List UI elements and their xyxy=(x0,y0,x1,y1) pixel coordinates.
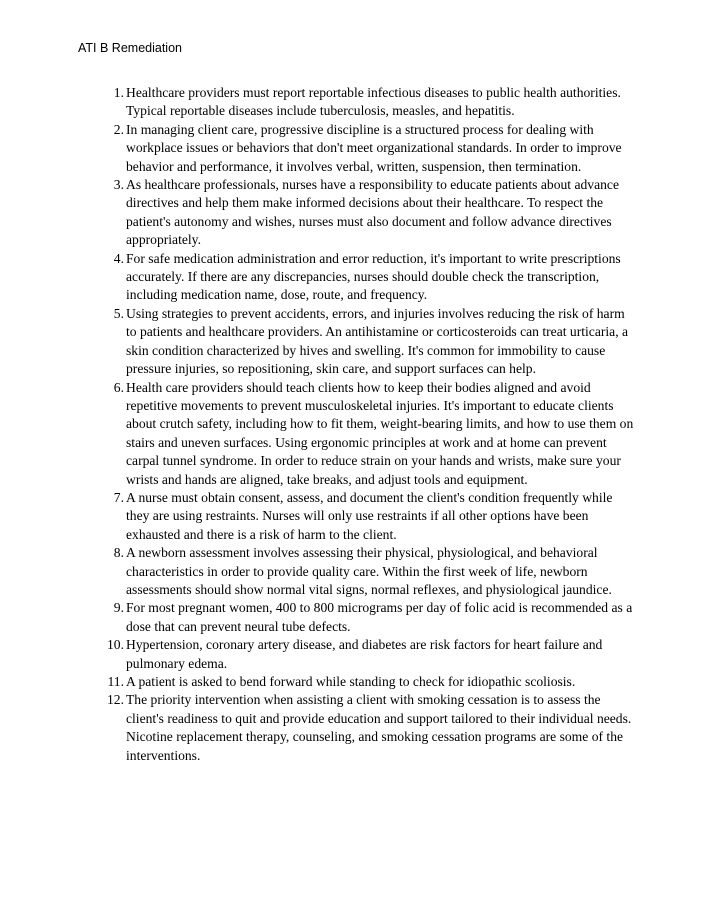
list-item-number: 3. xyxy=(113,177,124,193)
list-item xyxy=(96,305,634,379)
list-item-text: The priority intervention when assisting a client with smoking cessation is to assess the client's readiness to quit and provide education and support tailored to their individual needs. Nicotine replacement therapy, counseling, and smoking cessation programs are some of the interventions. xyxy=(126,692,632,763)
document-header: ATI B Remediation xyxy=(78,41,182,55)
list-item-number: 4. xyxy=(113,250,124,266)
list-item xyxy=(96,176,634,250)
list-item-text: As healthcare professionals, nurses have a responsibility to educate patients about advance directives and help them make informed decisions about their healthcare. To respect the patient's autonomy and wishes, nurses must also document and follow advance directives appropriately. xyxy=(126,177,619,248)
list-item-text: A newborn assessment involves assessing their physical, physiological, and behavioral characteristics in order to provide quality care. Within the first week of life, newborn assessments should show normal vital signs, normal reflexes, and physiological jaundice. xyxy=(126,545,612,597)
list-item-text: Hypertension, coronary artery disease, and diabetes are risk factors for heart failure and pulmonary edema. xyxy=(126,637,603,671)
list-item-text: A nurse must obtain consent, assess, and document the client's condition frequently while they are using restraints. Nurses will only use restraints if all other options have been exhausted and there is a risk of harm to the client. xyxy=(126,489,613,542)
list-item-number: 7. xyxy=(113,489,124,505)
list-item-text: For most pregnant women, 400 to 800 micrograms per day of folic acid is recommended as a dose that can prevent neural tube defects. xyxy=(126,600,633,634)
list-item xyxy=(96,673,634,691)
list-item xyxy=(96,84,634,121)
list-item-number: 12. xyxy=(107,692,124,708)
list-item-text: For safe medication administration and error reduction, it's important to write prescriptions accurately. If there are any discrepancies, nurses should double check the transcription, including medication name, dose, route, and frequency. xyxy=(126,250,621,303)
list-item-number: 8. xyxy=(113,545,124,561)
list-item-text: A patient is asked to bend forward while standing to check for idiopathic scoliosis. xyxy=(126,674,576,689)
list-item-number: 1. xyxy=(113,85,124,100)
remediation-list xyxy=(96,84,634,765)
list-item-number: 2. xyxy=(113,121,124,137)
list-item xyxy=(96,636,634,673)
list-item-text: In managing client care, progressive discipline is a structured process for dealing with workplace issues or behaviors that don't meet organizational standards. In order to improve behavior and performance, it involves verbal, written, suspension, then termination. xyxy=(126,121,622,174)
list-item-number: 6. xyxy=(113,379,124,395)
list-item-text: Healthcare providers must report reportable infectious diseases to public health authorities. Typical reportable diseases include tuberculosis, measles, and hepatitis. xyxy=(126,85,621,119)
list-item xyxy=(96,691,634,765)
list-item-text: Using strategies to prevent accidents, errors, and injuries involves reducing the risk of harm to patients and healthcare providers. An antihistamine or corticosteroids can treat urticaria, a skin condition characterized by hives and swelling. It's common for immobility to cause pressure injuries, so repositioning, skin care, and support surfaces can help. xyxy=(126,305,629,377)
list-item xyxy=(96,544,634,599)
list-item-number: 10. xyxy=(107,637,124,653)
list-item-number: 5. xyxy=(113,305,124,321)
list-item xyxy=(96,599,634,636)
list-item-number: 9. xyxy=(113,600,124,616)
list-item xyxy=(96,121,634,176)
list-item xyxy=(96,379,634,489)
list-item-text: Health care providers should teach clients how to keep their bodies aligned and avoid repetitive movements to prevent musculoskeletal injuries. It's important to educate clients about crutch safety, including how to fit them, weight-bearing limits, and how to use them on stairs and uneven surfaces. Using ergonomic principles at work and at home can prevent carpal tunnel syndrome. In order to reduce strain on your hands and wrists, make sure your wrists and hands are aligned, take breaks, and adjust tools and equipment. xyxy=(126,379,634,487)
list-item-number: 11. xyxy=(107,674,124,689)
list-item xyxy=(96,489,634,544)
list-item xyxy=(96,250,634,305)
